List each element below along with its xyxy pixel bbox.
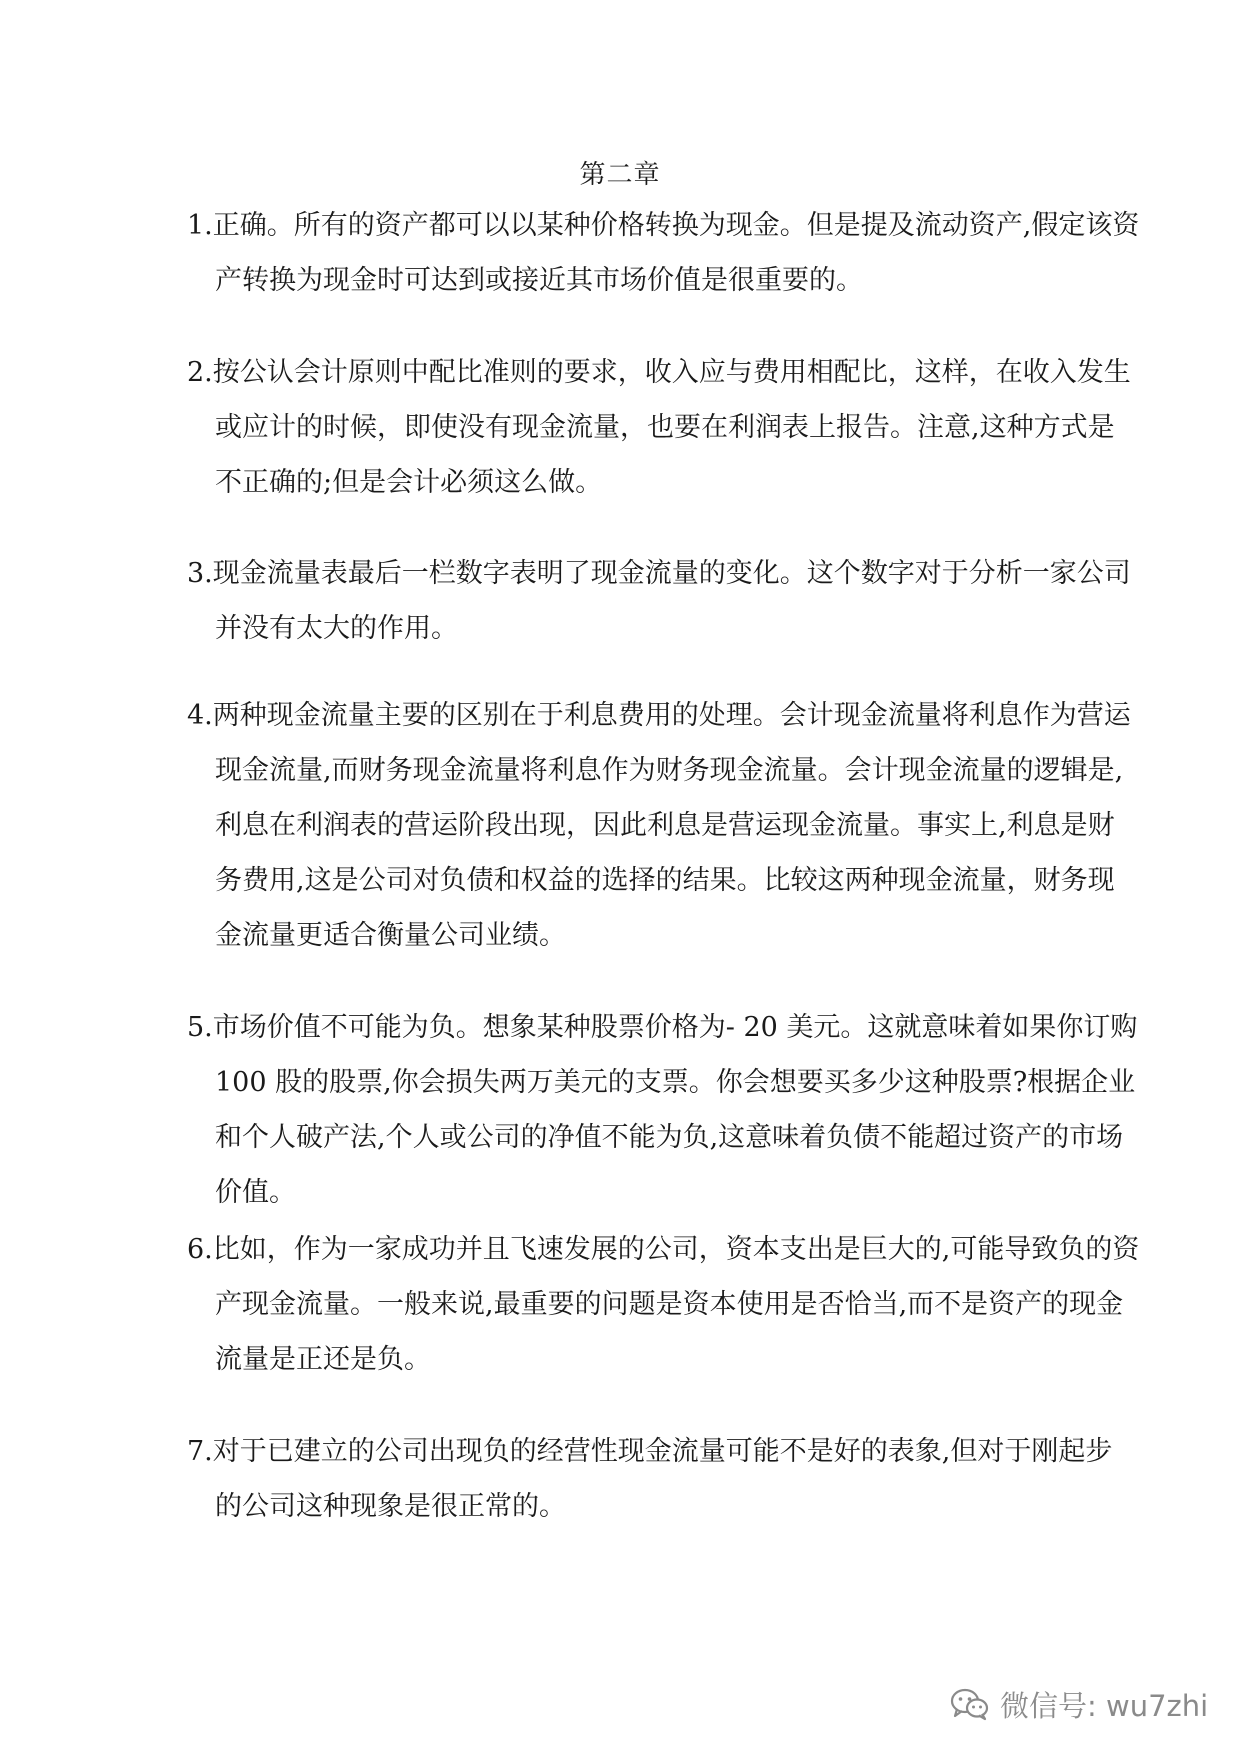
answer-line: 产转换为现金时可达到或接近其市场价值是很重要的。 [215, 265, 863, 296]
answer-line: 6.比如，作为一家成功并且飞速发展的公司，资本支出是巨大的,可能导致负的资 [187, 1234, 1140, 1265]
answer-line: 不正确的;但是会计必须这么做。 [215, 467, 603, 498]
watermark-text: 微信号: wu7zhi [1000, 1688, 1209, 1723]
answer-line: 务费用,这是公司对负债和权益的选择的结果。比较这两种现金流量，财务现 [215, 865, 1115, 896]
answer-line: 3.现金流量表最后一栏数字表明了现金流量的变化。这个数字对于分析一家公司 [187, 558, 1131, 589]
answer-line: 并没有太大的作用。 [215, 613, 458, 644]
answer-line: 流量是正还是负。 [215, 1344, 431, 1375]
answer-line: 利息在利润表的营运阶段出现，因此利息是营运现金流量。事实上,利息是财 [215, 810, 1115, 841]
answer-item-4 [187, 688, 1131, 963]
answer-line: 金流量更适合衡量公司业绩。 [215, 920, 566, 951]
answer-line: 2.按公认会计原则中配比准则的要求，收入应与费用相配比，这样，在收入发生 [187, 357, 1131, 388]
wechat-icon [950, 1687, 990, 1721]
answer-line: 5.市场价值不可能为负。想象某种股票价格为- 20 美元。这就意味着如果你订购 [187, 1012, 1138, 1043]
answer-line: 和个人破产法,个人或公司的净值不能为负,这意味着负债不能超过资产的市场 [215, 1122, 1124, 1153]
answer-line: 7.对于已建立的公司出现负的经营性现金流量可能不是好的表象,但对于刚起步 [187, 1436, 1113, 1467]
answer-line: 现金流量,而财务现金流量将利息作为财务现金流量。会计现金流量的逻辑是, [215, 755, 1124, 786]
answer-line: 4.两种现金流量主要的区别在于利息费用的处理。会计现金流量将利息作为营运 [187, 700, 1131, 731]
wechat-watermark [950, 1682, 1208, 1726]
answer-line: 的公司这种现象是很正常的。 [215, 1491, 566, 1522]
chapter-title: 第二章 [579, 160, 661, 190]
answer-item-7 [187, 1424, 1113, 1534]
answer-item-2 [187, 345, 1131, 510]
answer-item-6 [187, 1222, 1140, 1387]
answer-line: 或应计的时候，即使没有现金流量，也要在利润表上报告。注意,这种方式是 [215, 412, 1115, 443]
answer-item-5 [187, 1000, 1138, 1220]
answer-line: 100 股的股票,你会损失两万美元的支票。你会想要买多少这种股票?根据企业 [215, 1067, 1136, 1098]
answer-line: 产现金流量。一般来说,最重要的问题是资本使用是否恰当,而不是资产的现金 [215, 1289, 1124, 1320]
answer-item-3 [187, 546, 1131, 656]
answer-item-1 [187, 198, 1140, 308]
answer-line: 1.正确。所有的资产都可以以某种价格转换为现金。但是提及流动资产,假定该资 [187, 210, 1140, 241]
answer-line: 价值。 [215, 1177, 296, 1208]
